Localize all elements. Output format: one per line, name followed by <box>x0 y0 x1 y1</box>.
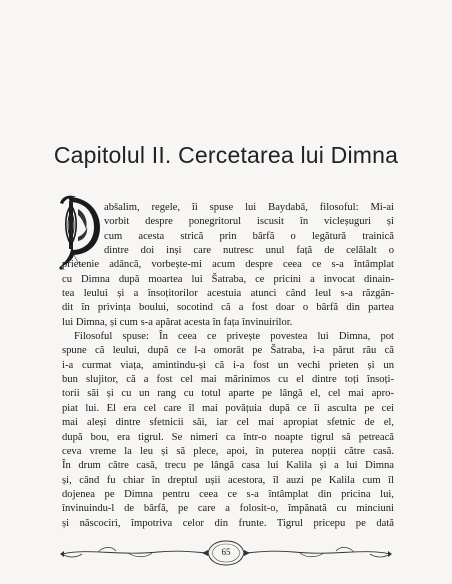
text-line: tea leului și a însoțitorilor acestuia atunci când leul s-a răzgân- <box>62 288 394 300</box>
text-line: cum acesta strică prin bârfă o legătură trainică <box>104 230 394 242</box>
text-line: cu Dimna după moartea lui Šatraba, ce pricini a invocat dinain- <box>62 273 394 285</box>
chapter-title: Capitolul II. Cercetarea lui Dimna <box>53 142 399 168</box>
text-line: piat lui. El era cel care îl mai povățuia după ce îi asculta pe cei <box>62 402 394 414</box>
page-number: 65 <box>221 547 231 557</box>
text-line: mai aleși dintre sfetnicii săi, iar cel mai apropiat sfetnic de el, <box>62 417 394 429</box>
text-line: prietenie adâncă, vorbește-mi acum despre ceea ce s-a întâmplat <box>62 259 394 271</box>
text-line: spune că leului, după ce l-a omorât pe Šatraba, i-a părut rău că <box>62 345 394 357</box>
text-line: după bou, era tigrul. Se nimeri ca într-o noapte tigrul să petreacă <box>62 431 394 443</box>
text-line: și născociri, împotriva celor din frunte. Tigrul pricepu pe dată <box>62 517 394 529</box>
text-line: dojenea pe Dimna pentru ceea ce s-a întâmplat din pricina lui, <box>62 488 394 500</box>
text-line: dit în privința boului, socotind că a fost doar o bârfă din partea <box>62 302 394 314</box>
text-line: torii săi și cu un rang cu totul aparte pe lângă el, cel mai apro- <box>62 388 394 400</box>
text-line: Filosoful spuse: În ceea ce privește povestea lui Dimna, pot <box>74 331 394 343</box>
text-line: În drum către casă, trecu pe lângă casa lui Kalila și a lui Dimna <box>62 460 394 472</box>
text-line: învinuindu-l de bârfă, pe care a folosit-o, împănată cu minciuni <box>62 503 394 515</box>
text-line: dintre doi inși care nutresc unul față de celălalt o <box>104 245 394 257</box>
text-line: vorbit despre ponegritorul iscusit în vicleșuguri și <box>104 216 394 228</box>
text-line: abšalim, regele, îi spuse lui Baydabā, filosoful: Mi-ai <box>104 202 394 213</box>
text-line: ceva vreme la leu și să plece, apoi, în puterea nopții către casă. <box>62 445 394 457</box>
text-line: lui Dimna, și cum s-a apărat acesta în fața învinuirilor. <box>62 316 293 328</box>
page-footer-ornament <box>58 540 394 566</box>
chapter-body <box>62 201 394 531</box>
text-line: bun slujitor, că a fost cel mai mărinimos cu el dintre toți însoți- <box>62 374 394 386</box>
text-line: i-a curmat viața, amintindu-și că i-a fost un vechi prieten și un <box>62 359 394 371</box>
text-line: și, când fu chiar în dreptul ușii acestora, îl auzi pe Kalila cum îl <box>62 474 394 486</box>
